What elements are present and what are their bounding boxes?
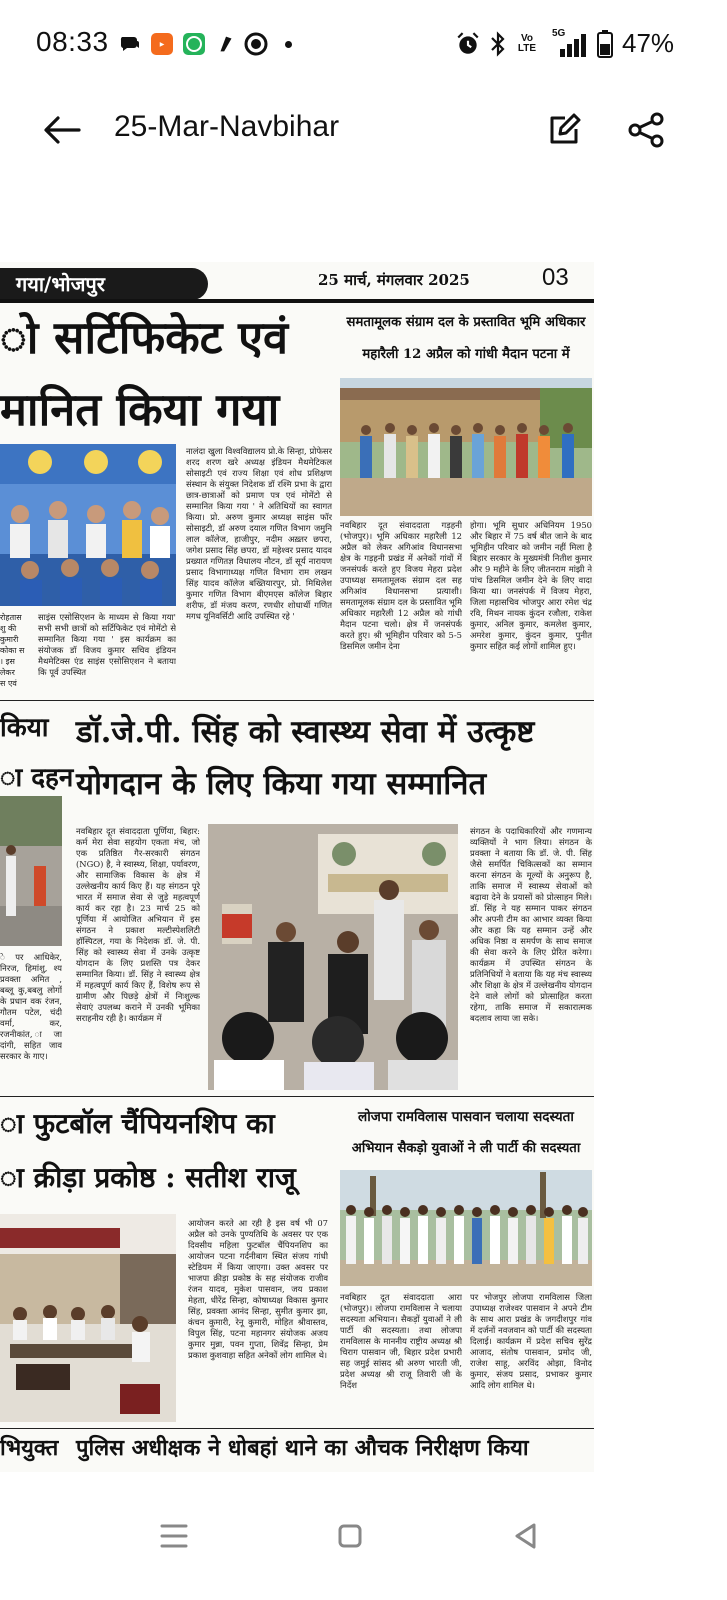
story4-headline-line2: ा क्रीड़ा प्रकोष्ठ : सतीश राजू [0,1161,296,1194]
story5-photo [340,1170,592,1286]
battery-icon [594,30,616,58]
alarm-icon [454,30,482,58]
battery-percent: 47% [622,28,675,58]
story2-column2: होगा। भूमि सुधार अधिनियम 1950 और बिहार में 75 वर्ष बीत जाने के बाद भूमिहीन परिवार को जमीन नहीं मिला है बिहार सरकार के मुख्यमंत्री नितीश कुमार और 9 महीने के लिए जीतनराम मांझी ने पांच डिसमिल जमीन देने के लिए वादा किया था। जनसंपर्क में विजय मेहरा, जिला महासचिव भोजपुर आरा रमेश चंद्र रवि, मिथन नायक कुंदन रजौला, राकेश कुमार, अनिल कुमार, कमलेश कुमार, अमरेश कुमार, कुंदन कुमार, पुनीत कुमार सहित कई लोगों शामिल हुए। [470,520,592,651]
divider [0,700,594,701]
story3-column1: नवबिहार दूत संवाददाता पूर्णिया, बिहार: कर्म मेरा सेवा सहयोग एकता मंच, जो एक प्रतिष्ठित गैर-सरकारी संगठन (NGO) है, ने स्वास्थ्य, शिक्षा, पर्यावरण, और सामाजिक विकास के क्षेत्र में उल्लेखनीय कार्य किए हैं। यह संगठन पूरे भारत में समाज सेवा से जुड़े महत्वपूर्ण कार्य कर रहा है। 23 मार्च 25 को पूर्णिया में आयोजित अभियान में इस संगठन ने प्रकाश मल्टीस्पेशलिटी हॉस्पिटल, गया के निदेशक डॉ. जे. पी. सिंह को स्वास्थ्य सेवा में उनके उत्कृष्ट योगदान के लिए प्रशस्ति पत्र देकर सम्मानित किया। डॉ. सिंह ने स्वास्थ्य क्षेत्र में महत्वपूर्ण कार्य किए हैं, विशेष रूप से ग्रामीण और पिछड़े क्षेत्रों में निःशुल्क सेवाएं उपलब्ध कराने में उनकी भूमिका सराहनीय रही है। कार्यक्रम में [76,826,200,1023]
home-icon [337,1523,363,1549]
status-bar [0,0,727,90]
status-time: 08:33 [36,26,109,57]
story3-left-photo [0,796,62,946]
volte-icon: Vo LTE [517,33,537,54]
story1-left-fragments: रोहतास शु की कुमारी कोका स । इस लेकर स एवं [0,613,25,688]
story1-column1: साइंस एसोसिएशन के माध्यम से किया गया' सभी सभी छात्रों को सर्टिफिकेट एवं मोमेंटो से सम्मानित किया गया ' इस कार्यक्रम का संयोजक डॉ विजय कुमार सचिव इंडियन मैथमेटिक्स एंड साइंस एसोसिएशन ने बताया कि पूर्व उपस्थित [38,612,176,677]
story3-headline-line1: डॉ.जे.पी. सिंह को स्वास्थ्य सेवा में उत्कृष्ट [76,714,535,750]
back-button[interactable] [40,110,84,150]
story5-headline-line1: लोजपा रामविलास पासवान चलाया सदस्यता [358,1109,574,1125]
divider [0,1096,594,1097]
story2-headline-line2: महारैली 12 अप्रैल को गांधी मैदान पटना में [362,347,570,362]
app-bar [0,90,727,170]
story1-column2: नालंदा खुला विश्वविद्यालय प्रो.के सिन्हा, प्रोफेसर शरद शरण खरे अध्यक्ष इंडियन मैथमेटिकल सोसाइटी एवं राज्य शिक्षा एवं शोध प्रशिक्षण संस्थान के संयुक्त निदेशक डॉ रश्मि प्रभा के द्वारा छात्र-छात्राओं को प्रमाण पत्र एवं मोमेंटो से सम्मानित किया गया ' ने अतिथियों का स्वागत किया। प्रो. अरुण कुमार अध्यक्ष साइंस फॉर सोसाइटी, डॉ अरुण दयाल गणित विभाग जमुनि लाल कॉलेज, हाजीपुर, नदीम अख़्तर छपरा, जगेश प्रसाद सिंह छपरा, डॉ महेश्वर प्रसाद यादव प्रख्यात गणितज्ञ विधालय नौटन, डॉ सूर्य नारायण प्रसाद विभागाध्यक्ष गणित विभाग राम लखन सिंह यादव कॉलेज बख्तियारपुर, प्रो. मिथिलेश कुमार गणित विभाग बीएमएस कॉलेज बिहार शरीफ, डॉ मंजय करण, रणधीर शोधार्थी गणित मगध यूनिवर्सिटी आदि उपस्थित रहे ' [186,446,332,621]
story5-headline-line2: अभियान सैकड़ो युवाओं ने ली पार्टी की सदस्यता [351,1141,581,1156]
edit-button[interactable] [542,108,586,152]
recents-icon [160,1523,188,1549]
header-rule [0,299,594,303]
story3-column2: संगठन के पदाधिकारियों और गणमान्य व्यक्तियों ने भाग लिया। संगठन के प्रवक्ता ने बताया कि डॉ. जे. पी. सिंह जैसे समर्पित चिकित्सकों का सम्मान करना संगठन के मूल्यों के अनुरूप है, ताकि समाज में स्वास्थ्य सेवाओं को बढ़ावा देने के प्रयासों को प्रोत्साहन मिले। डॉ. सिंह ने यह सम्मान पाकर संगठन और अपनी टीम का आभार व्यक्त किया और कहा कि यह सम्मान उन्हें और अधिक निष्ठा व समर्पण के साथ समाज की सेवा करने के लिए प्रेरित करेगा। कार्यक्रम में उपस्थित संगठन के प्रतिनिधियों ने बताया कि यह मंच स्वास्थ्य और शिक्षा के क्षेत्र में उल्लेखनीय योगदान देने वाले लोगों को प्रोत्साहित करता रहेगा, ताकि समाज में सकारात्मक बदलाव लाया जा सके। [470,826,592,1023]
story2-photo [340,378,592,516]
circle-app-icon [242,30,270,58]
share-button[interactable] [624,108,668,152]
story2-column1: नवबिहार दूत संवाददाता गड़हनी (भोजपुर)। भूमि अधिकार महारैली 12 अप्रैल को लेकर अगिआंव विधानसभा क्षेत्र के गड़हनी प्रखंड में अनेकों गांवों में जनसंपर्क करते हुए विजय मेहरा प्रदेश उपाध्यक्ष समतामूलक संग्राम दल सह अगिआंव विधानसभा प्रत्याशी। समतामूलक संग्राम दल के प्रस्तावित भूमि अधिकार महारैली 12 अप्रैल को गांधी मैदान पटना चलो। क्षेत्र में जनसंपर्क करते हुए। श्री भूमिहीन परिवार को 5-5 डिसमिल जमीन देना [340,520,462,651]
chat-icon [116,30,144,58]
nav-back-icon [513,1522,539,1550]
story3-left-column: े पर आधिकेर, निरज, हिमांशु, श्य प्रवक्ता अमित , बब्लू कु,बबलु लोगों के प्रधान वक रंजन, गौतम पटेल, चंदी वर्मा, कर, रजनीकांत, ाजा दांगी, सहित जाव सरकार के गाए। [0,952,62,1061]
nav-back-button[interactable] [502,1512,550,1560]
page-title: 25-Mar-Navbihar [114,110,340,143]
arrow-left-icon [43,115,81,145]
home-button[interactable] [326,1512,374,1560]
story4-headline-line1: ा फुटबॉल चैंपियनशिप का [0,1107,275,1140]
page-number: 03 [542,264,569,291]
story1-headline-line1: ो सर्टिफिकेट एवं [0,311,288,364]
story4-column: आयोजन करते आ रही है इस वर्ष भी 07 अप्रैल को उनके पुण्यतिथि के अवसर पर एक दिवसीय महिला फुटबॉल चैंपियनशिप का आयोजन पटना गर्दनीबाग स्थित संजय गांधी स्टेडियम में किया जाएगा। उक्त अवसर पर भाजपा क्रीड़ा प्रकोष्ठ के सह संयोजक राजीव रंजन यादव, मुकेश पासवान, जय प्रकाश मेहता, धीरेंद्र सिन्हा, कोषाध्यक्ष विकास कुमार सिंह, प्रवक्ता आनंद सिन्हा, सुमीत कुमार झा, कंचन कुमारी, रेनू कुमारी, मोहित श्रीवास्तव, विपुल सिंह, पटना महानगर संयोजक अजय कुमार मुन्ना, पवन गुप्ता, शिवेंद्र सिन्हा, प्रेम प्रकाश कुशवाहा सहित अनेकों लोग शामिल थे। [188,1218,328,1360]
story1-photo [0,444,176,606]
story3-left-line2: ा दहन [0,763,74,793]
green-app-icon [180,30,208,58]
story3-headline-line2: योगदान के लिए किया गया सम्मानित [76,766,487,802]
story5-column2: पर भोजपुर लोजपा रामविलास जिला उपाध्यक्ष राजेश्वर पासवान ने अपने टीम के साथ आरा प्रखंड के जगदीशपुर गांव में दर्जनों नवजवान को पार्टी की सदस्यता दिलाई। कार्यक्रम में प्रदेश सचिव सुरेंद्र आजाद, संतोष पासवान, प्रमोद जी, राजेश साहू, अरविंद ओझा, विनोद कुमार, संजय प्रसाद, प्रभाकर कुमार आदि लोग शामिल थे। [470,1292,592,1390]
5g-signal-icon: 5G [550,30,590,58]
story1-headline-line2: मानित किया गया [0,383,280,436]
story3-left-line1: किया [0,713,49,743]
divider [0,1428,594,1429]
story4-photo [0,1214,176,1422]
story6-left: भियुक्त [0,1435,59,1461]
more-dot-icon [274,30,302,58]
story5-column1: नवबिहार दूत संवाददाता आरा (भोजपुर)। लोजपा रामविलास ने चलाया सदस्यता अभियान। सैकड़ों युवाओं ने ली पार्टी की सदस्यता। तथा लोजपा रामविलास के माननीय राष्ट्रीय अध्यक्ष श्री चिराग पासवान जी, बिहार प्रदेश प्रभारी सह जमुई सांसद श्री अरुण भारती जी, प्रदेश अध्यक्ष श्री राजू तिवारी जी के निर्देश [340,1292,462,1390]
jiosaavn-app-icon: ▶ [148,30,176,58]
story6-headline: पुलिस अधीक्षक ने धोबहां थाने का औचक निरीक्षण किया [76,1435,529,1461]
nav-app-icon [212,30,240,58]
story2-headline-line1: समतामूलक संग्राम दल के प्रस्तावित भूमि अधिकार [346,315,586,330]
share-icon [627,112,665,148]
story3-photo [208,824,458,1090]
recents-button[interactable] [150,1512,198,1560]
edit-icon [546,112,582,148]
issue-date: 25 मार्च, मंगलवार 2025 [318,271,470,289]
bluetooth-icon [484,30,512,58]
section-tag: गया/भोजपुर [0,268,208,300]
